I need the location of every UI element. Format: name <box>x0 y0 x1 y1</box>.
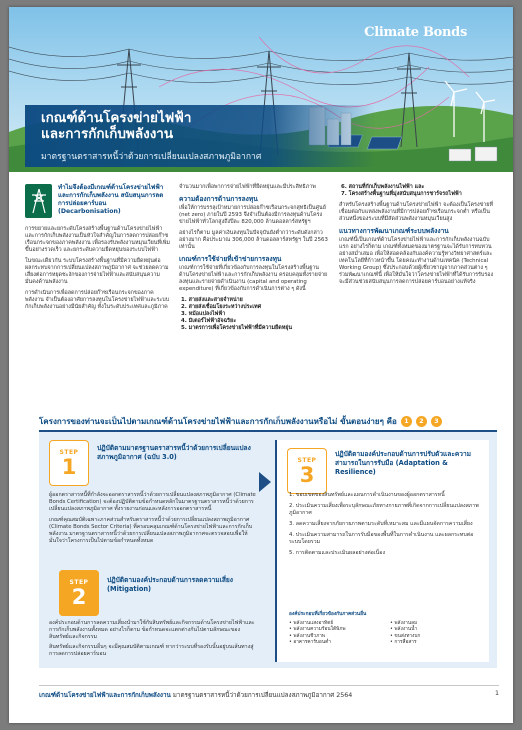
step-3-list <box>289 492 485 561</box>
footer-text: เกณฑ์ด้านโครงข่ายไฟฟ้าและการกักเก็บพลังงาน มาตรฐานตราสารหนี้ว่าด้วยการเปลี่ยนแปลงสภาพภูมิอากาศ 2564 <box>39 692 353 699</box>
page-subtitle: มาตรฐานตราสารหนี้ว่าด้วยการเปลี่ยนแปลงสภาพภูมิอากาศ <box>41 152 262 162</box>
mid-paragraph-1: จำนวนมากเพื่อพาการจ่ายไฟฟ้าที่ยืดหยุ่นและมีประสิทธิภาพ <box>179 184 316 190</box>
section-heading-development: แนวทางการพัฒนาเกณฑ์ระบบพลังงาน <box>339 227 449 235</box>
section-heading-eligible: เกณฑ์การใช้จ่ายที่เข้าข่ายการลงทุน <box>179 255 282 263</box>
related-sectors-heading: องค์ประกอบที่เกี่ยวข้องกับภาคส่วนอื่น <box>289 612 367 617</box>
list-item: 1. สายส่งและสายจำหน่าย <box>181 297 243 303</box>
left-paragraph-1: การขยายและยกระดับโครงสร้างพื้นฐานด้านโครงข่ายไฟฟ้าและการกักเก็บพลังงานเป็นหัวใจสำคัญในการลดการปล่อยก๊าซเรือนกระจกของภาคพลังงาน เพื่อรองรับพลังงานหมุนเวียนที่เพิ่มขึ้นอย่างรวดเร็ว และยกระดับความยืดหยุ่นของระบบไฟฟ้า <box>25 226 170 253</box>
page-footer <box>39 685 499 700</box>
step-3-card <box>275 440 489 662</box>
step-2-paragraph-2: สินทรัพย์และกิจกรรมอื่นๆ จะมีคุณสมบัติตามเกณฑ์ หากว่าระบบที่รองรับนั้นอยู่บนเส้นทางสู่การลดการปล่อยคาร์บอน <box>49 644 254 657</box>
step-2-title: ปฏิบัติตามองค์ประกอบด้านการลดความเสี่ยง (Mitigation) <box>107 576 233 593</box>
step-1-body <box>49 492 257 545</box>
section-heading-investment: ความต้องการด้านการลงทุน <box>179 195 258 203</box>
eligible-list-continued <box>341 184 499 198</box>
related-sectors-grid <box>289 621 485 647</box>
step-3-title: ปฏิบัติตามองค์ประกอบด้านการปรับตัวและความสามารถในการรับมือ (Adaptation & Resilience) <box>335 450 472 476</box>
list-item: 2. สายส่งเชื่อมโยงระหว่างประเทศ <box>181 304 262 310</box>
right-paragraph-1: สำหรับโครงสร้างพื้นฐานด้านโครงข่ายไฟฟ้า จะต้องเป็นโครงข่ายที่เชื่อมต่อกับแหล่งพลังงานที่มีการปล่อยก๊าซเรือนกระจกต่ำ หรือเป็นส่วนหนึ่งของระบบที่มีสัดส่วนพลังงานหมุนเวียนสูง <box>339 202 494 222</box>
sector-item: • ขนส่งทางบก <box>390 633 421 639</box>
list-item: 2. ประเมินความเสี่ยงเพื่อระบุลักษณะภัยทางกายภาพที่เกิดจากการเปลี่ยนแปลงสภาพภูมิอากาศ <box>289 503 479 516</box>
tower-icon <box>25 184 52 218</box>
step-label: STEP <box>59 448 79 456</box>
step-1-paragraph-1: ผู้ออกตราสารหนี้ที่กำลังจะออกตราสารหนี้ว่าด้วยการเปลี่ยนแปลงสภาพภูมิอากาศ (Climate Bonds Certification) จะต้องปฏิบัติตามข้อกำหนดหลักในมาตรฐานตราสารหนี้ว่าด้วยการเปลี่ยนแปลงสภาพภูมิอากาศ ทั้งรายงานก่อนและหลังการออกตราสารหนี้ <box>49 492 256 512</box>
list-item: 1. ขอบเขตของสินทรัพย์และแผนการดำเนินงานของผู้ออกตราสารหนี้ <box>289 492 445 498</box>
arrow-right-icon <box>257 470 275 494</box>
step-number: 1 <box>61 454 77 479</box>
list-item: 5. มาตรการเพื่อโครงข่ายไฟฟ้าที่มีความยืดหยุ่น <box>181 325 293 331</box>
step-2-body <box>49 620 257 658</box>
sector-item: • พลังงานลม <box>390 620 418 626</box>
left-paragraph-3: การดำเนินการเพื่อลดการปล่อยก๊าซเรือนกระจกของภาคพลังงาน จำเป็นต้องอาศัยการลงทุนในโครงข่ายไฟฟ้าและระบบกักเก็บพลังงานอย่างมีนัยสำคัญ ทั้งในระดับประเทศและภูมิภาค <box>25 290 170 310</box>
related-sectors <box>289 612 485 647</box>
list-item: 5. การติดตามและประเมินผลอย่างต่อเนื่อง <box>289 550 386 556</box>
step-1-badge <box>49 440 89 486</box>
list-item: 6. สถานที่กักเก็บพลังงานไฟฟ้า และ <box>341 184 425 190</box>
left-paragraph-2: ในขณะเดียวกัน ระบบโครงสร้างพื้นฐานที่มีความยืดหยุ่นต่อผลกระทบจากการเปลี่ยนแปลงสภาพภูมิอากาศ จะช่วยลดความเสี่ยงต่อการหยุดชะงักของการจ่ายไฟฟ้าและสนับสนุนความมั่นคงด้านพลังงาน <box>25 258 169 285</box>
sector-item: • พลังงานแสงอาทิตย์ <box>289 620 334 626</box>
mid-paragraph-4: เกณฑ์การใช้จ่ายที่เกี่ยวข้องกับการลงทุนในโครงสร้างพื้นฐานด้านโครงข่ายไฟฟ้าและการกักเก็บพลังงาน ครอบคลุมทั้งรายจ่ายลงทุนและรายจ่ายดำเนินงาน (capital and operating expenditure) ที่เกี่ยวข้องกับการดำเนินการต่าง ๆ ดังนี้ <box>179 265 328 292</box>
step-number: 2 <box>71 584 87 609</box>
step-label: STEP <box>69 578 89 586</box>
brand-logo: Climate Bonds <box>364 25 467 40</box>
title-box <box>25 105 375 167</box>
step-dot: 1 <box>401 416 412 427</box>
list-item: 3. หม้อแปลงไฟฟ้า <box>181 311 226 317</box>
step-dot: 2 <box>416 416 427 427</box>
step-3-badge <box>287 448 327 494</box>
step-label: STEP <box>297 456 317 464</box>
list-item: 3. ลดความเสี่ยงจากภัยกายภาพตามระดับที่เหมาะสม และมีแผนจัดการความเสี่ยง <box>289 521 473 527</box>
page-title-line1: เกณฑ์ด้านโครงข่ายไฟฟ้า <box>41 110 192 126</box>
mid-paragraph-2: เพื่อให้การบรรลุเป้าหมายการปล่อยก๊าซเรือนกระจกสุทธิเป็นศูนย์ (net zero) ภายในปี 2593 จึงจำเป็นต้องมีการลงทุนด้านโครงข่ายไฟฟ้าทั่วโลกสูงถึงปีละ 820,000 ล้านดอลลาร์สหรัฐฯ <box>179 205 326 225</box>
sector-item: • พลังงานน้ำ <box>390 627 418 632</box>
list-item: 7. โครงสร้างพื้นฐานที่มุ่งสนับสนุนการชาร์จรถไฟฟ้า <box>341 191 462 197</box>
sector-item: • พลังงานชีวภาพ <box>289 633 326 639</box>
mid-paragraph-3: อย่างไรก็ตาม มูลค่าเงินลงทุนในปัจจุบันยังต่ำกว่าระดับดังกล่าวอย่างมาก คือประมาณ 306,000 ล้านดอลลาร์สหรัฐฯ ในปี 2563 เท่านั้น <box>179 230 328 250</box>
eligible-list <box>181 297 329 332</box>
sector-item: • การสื่อสาร <box>390 640 417 645</box>
step-1-title: ปฏิบัติตามมาตรฐานตราสารหนี้ว่าด้วยการเปลี่ยนแปลงสภาพภูมิอากาศ (ฉบับ 3.0) <box>97 444 251 461</box>
page-number: 1 <box>494 690 499 697</box>
steps-heading-text: โครงการของท่านจะเป็นไปตามเกณฑ์ด้านโครงข่ายไฟฟ้าและการกักเก็บพลังงานหรือไม่ ขั้นตอนง่ายๆ คือ <box>39 417 397 426</box>
step-2-paragraph-1: องค์ประกอบด้านการลดความเสี่ยงนำมาใช้กับสินทรัพย์และกิจกรรมด้านโครงข่ายไฟฟ้าและการกักเก็บพลังงานทั้งหมด อย่างไรก็ตาม ข้อกำหนดจะแตกต่างกันไปตามลักษณะของสินทรัพย์และกิจกรรม <box>49 620 255 640</box>
steps-panel <box>39 430 497 668</box>
page-title-line2: และการกักเก็บพลังงาน <box>41 126 174 142</box>
left-column <box>25 184 170 315</box>
step-dot: 3 <box>431 416 442 427</box>
list-item: 4. มิเตอร์ไฟฟ้าอัจฉริยะ <box>181 318 237 324</box>
right-column <box>339 184 499 290</box>
step-number: 3 <box>299 462 315 487</box>
sector-item: • อาคารคาร์บอนต่ำ <box>289 640 331 645</box>
steps-heading <box>39 415 479 428</box>
step-2-badge <box>59 570 99 616</box>
middle-column <box>179 184 329 336</box>
callout-text: ทำไมจึงต้องมีเกณฑ์ด้านโครงข่ายไฟฟ้าและการกักเก็บพลังงาน สนับสนุนการลดการปล่อยคาร์บอน (Decarbonisation) <box>58 184 164 215</box>
step-1-paragraph-2: เกณฑ์คุณสมบัติเฉพาะภาคส่วนสำหรับตราสารหนี้ว่าด้วยการเปลี่ยนแปลงสภาพภูมิอากาศ (Climate Bonds Sector Criteria) ที่ครอบคลุมเกณฑ์ด้านโครงข่ายไฟฟ้าและการกักเก็บพลังงาน มาตรฐานตราสารหนี้ว่าด้วยการเปลี่ยนแปลงสภาพภูมิอากาศจะตรวจสอบเพื่อให้มั่นใจว่าโครงการเป็นไปตามข้อกำหนดทั้งหมด <box>49 517 253 544</box>
document-page <box>9 7 513 723</box>
right-paragraph-2: เกณฑ์นี้เป็นเกณฑ์ด้านโครงข่ายไฟฟ้าและการกักเก็บพลังงานฉบับแรก อย่างไรก็ตาม เกณฑ์ทั้งหมดของมาตรฐานจะได้รับการทบทวนอย่างสม่ำเสมอ เพื่อให้สอดคล้องกับองค์ความรู้ทางวิทยาศาสตร์และเทคโนโลยีที่ก้าวหน้าขึ้น โดยคณะทำงานด้านเทคนิค (Technical Working Group) ซึ่งประกอบด้วยผู้เชี่ยวชาญจากภาคส่วนต่าง ๆ ร่วมพัฒนาเกณฑ์นี้ เพื่อให้มั่นใจว่าโครงข่ายไฟฟ้าที่ได้รับการรับรองจะมีส่วนช่วยสนับสนุนการลดการปล่อยคาร์บอนอย่างแท้จริง <box>339 237 494 285</box>
hero-banner <box>9 7 513 172</box>
list-item: 4. ประเมินความสามารถในการรับมือของพื้นที่ในการดำเนินงาน และผลกระทบต่อระบบโดยรวม <box>289 532 474 545</box>
sector-item: • พลังงานความร้อนใต้พิภพ <box>289 627 346 632</box>
callout <box>25 184 170 218</box>
